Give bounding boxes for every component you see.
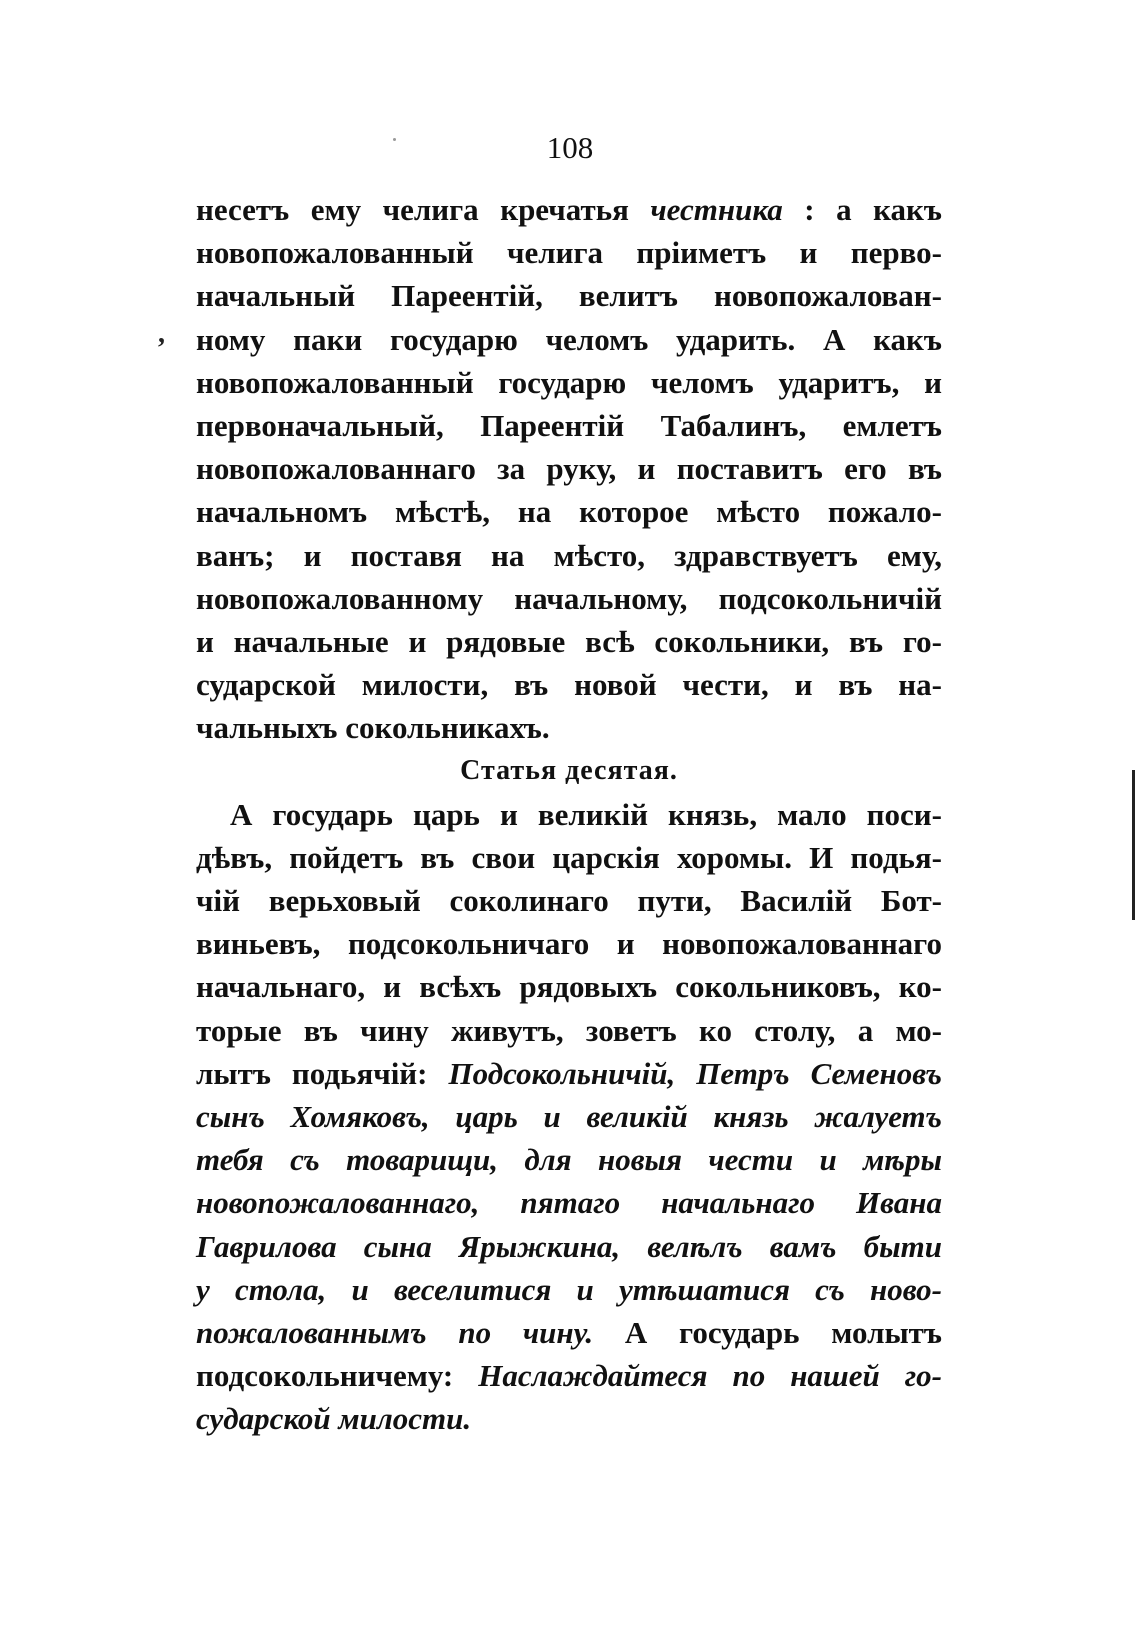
text-line: начальный Пареентій, велитъ новопожалован- — [196, 278, 942, 314]
text-line: чальныхъ сокольникахъ. — [196, 710, 550, 746]
italic-span: честника — [650, 192, 783, 227]
text-span: подсокольничему: — [196, 1358, 479, 1394]
text-line — [196, 188, 942, 231]
text-line: новопожалованнаго за руку, и поставитъ его въ — [196, 451, 942, 487]
text-line: торые въ чину живутъ, зоветъ ко столу, а мо- — [196, 1012, 942, 1048]
text-line: новопожалованнаго, пятаго начальнаго Ивана — [196, 1185, 942, 1221]
page-edge-line — [1132, 770, 1135, 920]
text-line: чій верьховый соколинаго пути, Василій Бот- — [196, 883, 942, 918]
paragraph-2 — [196, 793, 942, 1441]
text-line: начальнаго, и всѣхъ рядовыхъ сокольниковъ, ко- — [196, 969, 942, 1005]
text-line: у стола, и веселитися и утѣшатися съ ново- — [196, 1271, 942, 1307]
text-line: и начальные и рядовые всѣ сокольники, въ го- — [196, 623, 942, 659]
text-line: новопожалованный государю челомъ ударитъ, и — [196, 364, 942, 400]
text-line: дѣвъ, пойдетъ въ свои царскія хоромы. И подья- — [196, 839, 942, 875]
text-span: несетъ ему челига кречатья — [196, 192, 651, 227]
text-span: А государь молытъ — [593, 1314, 942, 1350]
page-body — [196, 188, 942, 1440]
text-line — [196, 1052, 942, 1095]
text-line: новопожалованному начальному, подсокольничій — [196, 580, 942, 616]
text-line: ному паки государю челомъ ударить. А какъ — [196, 321, 942, 357]
text-line: Гаврилова сына Ярыжкина, велѣлъ вамъ быти — [196, 1228, 942, 1264]
section-heading: Статья десятая. — [460, 755, 678, 787]
text-line: сынъ Хомяковъ, царь и великій князь жалуетъ — [196, 1098, 942, 1134]
text-line: новопожалованный челига пріиметъ и перво- — [196, 235, 942, 271]
text-line — [196, 1311, 942, 1354]
text-line: сударской милости, въ новой чести, и въ на- — [196, 667, 942, 703]
margin-comma-mark: , — [158, 318, 165, 349]
italic-span: Подсокольничій, Петръ Семеновъ — [448, 1055, 942, 1091]
italic-span: Наслаждайтеся по нашей го- — [478, 1358, 943, 1394]
text-line: начальномъ мѣстѣ, на которое мѣсто пожало- — [196, 494, 942, 530]
paragraph-1 — [196, 188, 942, 749]
text-line: сударской милости. — [196, 1401, 472, 1437]
text-line: первоначальный, Пареентій Табалинъ, емлетъ — [196, 407, 942, 443]
text-line: ванъ; и поставя на мѣсто, здравствуетъ ему, — [196, 537, 942, 573]
page-number: 108 — [546, 130, 594, 165]
italic-span: пожалованнымъ по чину. — [196, 1314, 594, 1350]
text-line: А государь царь и великій князь, мало поси- — [230, 796, 942, 832]
text-line: виньевъ, подсокольничаго и новопожалованнаго — [196, 926, 942, 962]
text-span: : а какъ — [782, 192, 942, 227]
text-line — [196, 1354, 942, 1397]
text-span: лытъ подьячій: — [196, 1055, 449, 1091]
text-line: тебя съ товарищи, для новыя чести и мѣры — [196, 1142, 942, 1178]
